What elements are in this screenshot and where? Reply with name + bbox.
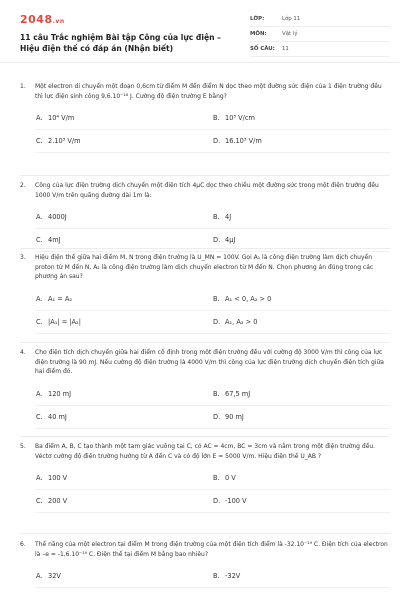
divider (20, 342, 390, 343)
option-text: 0 V (225, 474, 236, 482)
option-text: 10⁴ V/m (48, 114, 75, 122)
option-label: B. (213, 213, 220, 221)
option-text: 67,5 mJ (225, 389, 251, 398)
option-text: 10³ V/cm (225, 114, 255, 122)
question-text: Ba điểm A, B, C tạo thành một tam giác vuông tại C, có AC = 4cm, BC = 3cm và nằm trong một điện trường đều. Véctơ cường độ điện trường hướng từ A đến C và có độ lớn E = 5000 V/m. Hiệu điện thế U_AB ? (35, 443, 376, 460)
option-text: 200 V (48, 497, 68, 505)
option-text: -100 V (225, 497, 247, 505)
option-text: 16.10³ V/m (225, 137, 262, 145)
option-c[interactable] (36, 236, 213, 244)
page-title: 11 câu Trắc nghiệm Bài tập Công của lực điện – Hiệu điện thế có đáp án (Nhận biết) (20, 33, 221, 53)
divider (20, 175, 390, 176)
question-number: 4. (20, 349, 26, 356)
divider (20, 436, 390, 437)
divider (20, 248, 390, 249)
option-label: C. (36, 317, 43, 326)
option-c[interactable] (36, 413, 213, 421)
option-label: C. (36, 412, 43, 421)
option-text: 4mJ (48, 236, 61, 244)
option-label: C. (36, 497, 43, 505)
question-number: 5. (20, 443, 26, 450)
option-text: A₁ < 0, A₂ > 0 (225, 294, 272, 303)
site-logo[interactable] (20, 13, 65, 26)
option-label: A. (36, 572, 43, 580)
option-text: 2.10³ V/m (48, 137, 81, 145)
meta-row-subject (250, 27, 390, 42)
option-label: D. (213, 412, 221, 421)
option-text: -32V (225, 572, 241, 580)
question-1 (20, 82, 390, 153)
option-label: B. (213, 294, 220, 303)
logo-suffix: .vn (52, 18, 65, 25)
option-b[interactable] (213, 390, 390, 398)
options (36, 107, 390, 153)
option-label: B. (213, 389, 220, 398)
option-label: D. (213, 497, 221, 505)
option-label: D. (213, 236, 221, 244)
option-label: A. (36, 294, 43, 303)
option-a[interactable] (36, 295, 213, 303)
options (36, 565, 390, 588)
option-d[interactable] (213, 413, 390, 421)
question-number: 3. (20, 254, 26, 261)
question-text: Công của lực điện trường dịch chuyển một điện tích 4μC dọc theo chiều một đường sức trong một điện trường đều 1000 V/m trên quãng đường dài 1m là: (35, 182, 379, 199)
options (36, 206, 390, 252)
question-text: Hiệu điện thế giữa hai điểm M, N trong điện trường là U_MN = 100V. Gọi A₁ là công điện trường làm dịch chuyển proton từ M đến N, A₂ là công điện trường làm dịch chuyển electron từ M đến N. Chọn phương án đúng trong các phương án sau? (35, 254, 374, 280)
option-a[interactable] (36, 213, 213, 221)
logo-text: 2048 (20, 13, 53, 26)
option-b[interactable] (213, 213, 390, 221)
option-label: B. (213, 114, 220, 122)
question-text: Thế năng của một electron tại điểm M trong điện trường của một điện tích điểm là -32.10⁻¹⁹ C. Điện tích của electron là –e = -1,6.10⁻¹⁹ C. Điện thế tại điểm M bằng bao nhiêu? (35, 541, 388, 558)
options (36, 467, 390, 513)
option-text: 100 V (48, 474, 68, 482)
option-text: 4J (225, 213, 232, 221)
meta-table (250, 12, 390, 57)
option-label: A. (36, 389, 43, 398)
option-b[interactable] (213, 295, 390, 303)
option-d[interactable] (213, 497, 390, 505)
option-label: A. (36, 474, 43, 482)
option-d[interactable] (213, 318, 390, 326)
meta-key: SỐ CÂU: (250, 46, 275, 52)
option-a[interactable] (36, 474, 213, 482)
meta-value: Lớp 11 (282, 16, 301, 22)
option-a[interactable] (36, 114, 213, 122)
question-2 (20, 181, 390, 252)
meta-key: MÔN: (250, 31, 267, 37)
option-text: 120 mJ (48, 389, 72, 398)
option-d[interactable] (213, 236, 390, 244)
option-text: 90 mJ (225, 412, 244, 421)
option-a[interactable] (36, 572, 213, 580)
question-number: 6. (20, 541, 26, 548)
option-text: A₁ = A₂ (48, 294, 73, 303)
options (36, 383, 390, 429)
option-text: 4μJ (225, 236, 236, 244)
option-text: 4000J (48, 213, 67, 221)
options (36, 288, 390, 334)
meta-row-class (250, 12, 390, 27)
question-text: Một electron di chuyển một đoạn 0,6cm từ điểm M đến điểm N dọc theo một đường sức điện của 1 điện trường đều thì lực điện sinh công 9,6.10⁻¹⁸ J. Cường độ điện trường E bằng? (35, 83, 382, 100)
question-number: 2. (20, 182, 26, 189)
question-6 (20, 540, 390, 588)
option-label: C. (36, 137, 43, 145)
question-text: Cho điện tích dịch chuyển giữa hai điểm cố định trong một điện trường đều với cường độ 3000 V/m thì công của lực điện trường là 90 mJ. Nếu cường độ điện trường là 4000 V/m thì công của lực điện trường dịch chuyển điện tích giữa hai điểm đó. (35, 349, 384, 375)
option-label: C. (36, 236, 43, 244)
divider (20, 533, 390, 534)
option-b[interactable] (213, 572, 390, 580)
option-d[interactable] (213, 137, 390, 145)
option-a[interactable] (36, 390, 213, 398)
option-label: A. (36, 213, 43, 221)
option-text: |A₁| = |A₂| (48, 317, 81, 326)
question-5 (20, 442, 390, 513)
option-label: A. (36, 114, 43, 122)
option-text: 40 mJ (48, 412, 67, 421)
option-c[interactable] (36, 137, 213, 145)
meta-value: Vật lý (282, 31, 298, 37)
page-header (0, 0, 400, 63)
question-3 (20, 253, 390, 334)
option-label: B. (213, 474, 220, 482)
option-c[interactable] (36, 318, 213, 326)
option-text: 32V (48, 572, 61, 580)
option-text: A₁, A₂ > 0 (225, 317, 258, 326)
question-4 (20, 348, 390, 429)
option-label: D. (213, 317, 221, 326)
meta-row-count (250, 42, 390, 57)
option-b[interactable] (213, 114, 390, 122)
meta-value: 11 (282, 46, 289, 52)
meta-key: LỚP: (250, 16, 265, 22)
option-c[interactable] (36, 497, 213, 505)
option-label: D. (213, 137, 221, 145)
option-b[interactable] (213, 474, 390, 482)
option-label: B. (213, 572, 220, 580)
question-number: 1. (20, 83, 26, 90)
